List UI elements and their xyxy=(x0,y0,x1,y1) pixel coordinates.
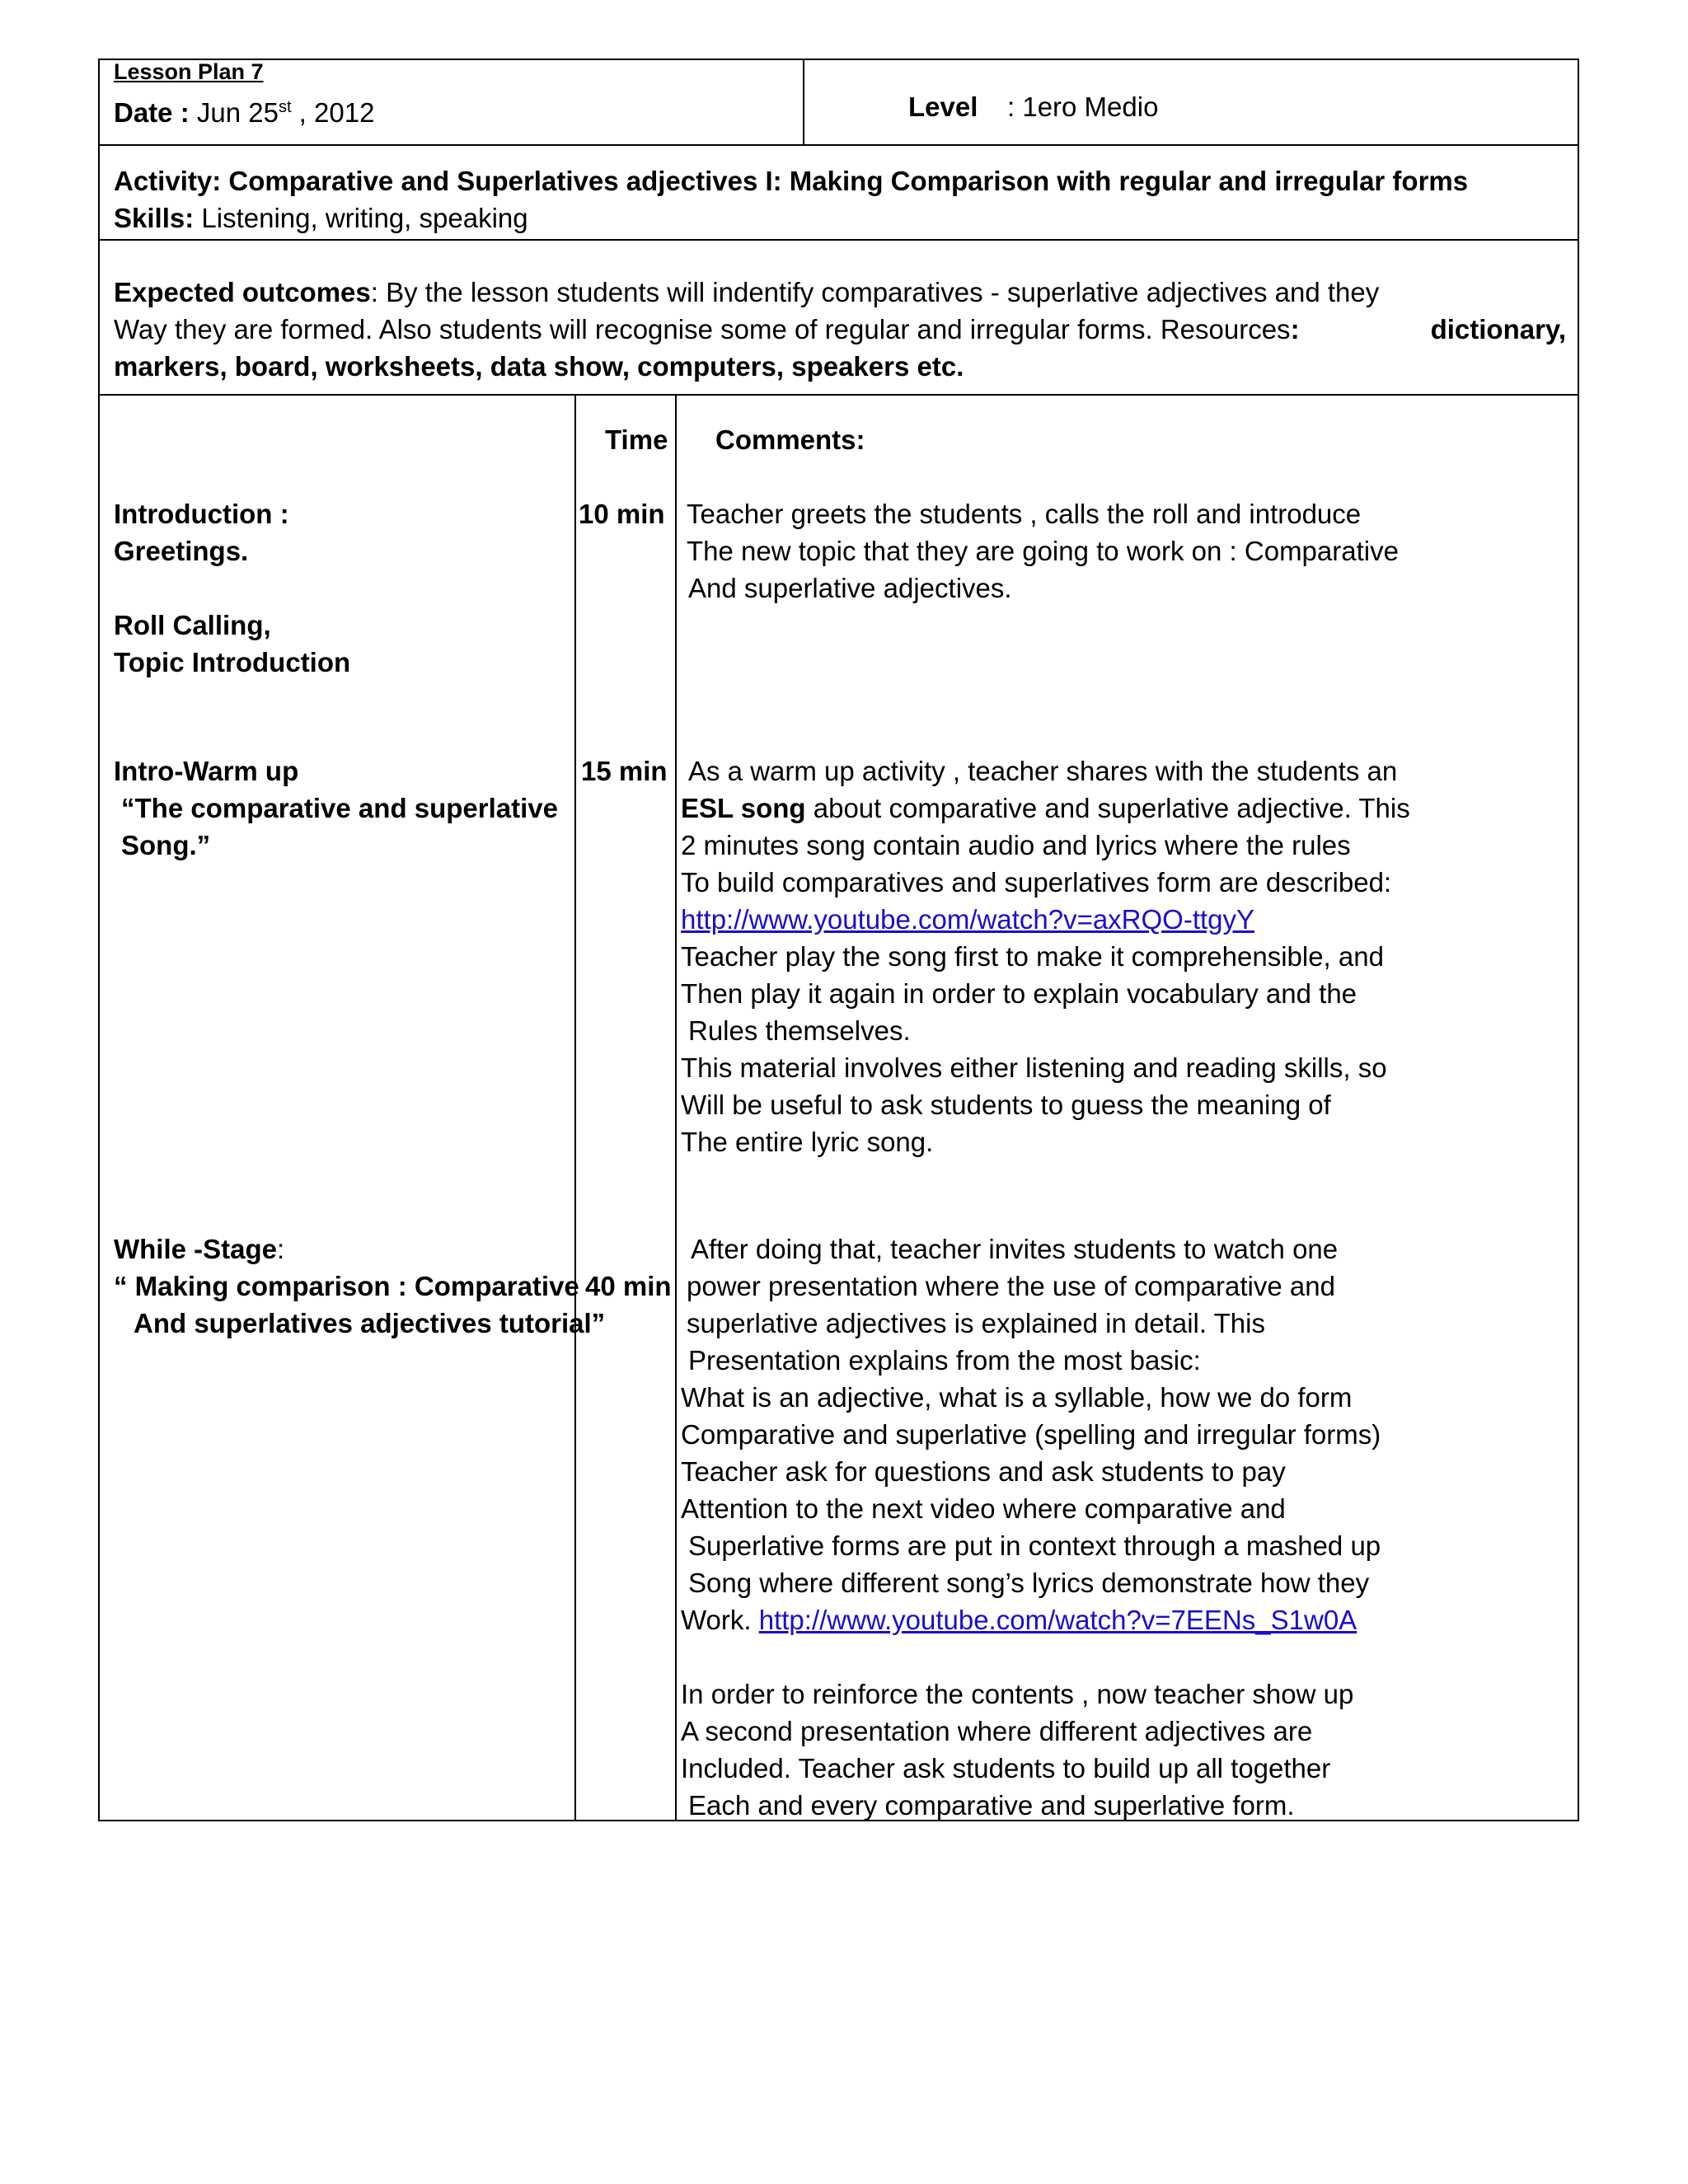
while-title-colon: : xyxy=(277,1234,285,1264)
outcomes-line-1 xyxy=(114,274,1379,311)
while-comment-12: In order to reinforce the contents , now teacher show up xyxy=(681,1679,1354,1709)
skills-value: Listening, writing, speaking xyxy=(201,203,528,233)
while-comment-1: After doing that, teacher invites students to watch one xyxy=(691,1234,1339,1264)
while-comment-3: superlative adjectives is explained in detail. This xyxy=(687,1308,1265,1338)
time-header: Time xyxy=(605,424,668,455)
while-subtitle-1: “ Making comparison : Comparative xyxy=(114,1271,579,1301)
warmup-comment-6: Teacher play the song first to make it comprehensible, and xyxy=(681,941,1384,972)
column-divider-comments xyxy=(675,394,677,1821)
while-comment-15: Each and every comparative and superlative form. xyxy=(688,1790,1295,1821)
intro-comment-1: Teacher greets the students , calls the roll and introduce xyxy=(687,499,1362,529)
warmup-song-1: “The comparative and superlative xyxy=(121,793,559,823)
comments-header: Comments: xyxy=(715,424,865,455)
intro-comment-2: The new topic that they are going to work on : Comparative xyxy=(687,536,1399,566)
while-time: 40 min xyxy=(585,1271,672,1301)
level-label: Level xyxy=(908,91,978,122)
while-work-text: Work. xyxy=(681,1605,759,1635)
while-comment-8: Attention to the next video where comparative and xyxy=(681,1493,1286,1524)
date-field xyxy=(114,89,374,131)
intro-time: 10 min xyxy=(579,499,665,529)
activity-text: Comparative and Superlatives adjectives I: Making Comparison with regular and irregular forms xyxy=(228,166,1469,196)
warmup-link-line xyxy=(681,902,1254,938)
while-title-bold: While -Stage xyxy=(114,1234,278,1264)
while-comment-2: power presentation where the use of comparative and xyxy=(687,1271,1335,1301)
while-comment-5: What is an adjective, what is a syllable, how we do form xyxy=(681,1382,1353,1413)
border-left xyxy=(98,59,100,1821)
warmup-comment-3: 2 minutes song contain audio and lyrics where the rules xyxy=(681,830,1351,860)
skills-line xyxy=(114,200,528,237)
outcomes-line-3: markers, board, worksheets, data show, computers, speakers etc. xyxy=(114,351,964,382)
intro-comment-3: And superlative adjectives. xyxy=(688,573,1012,603)
warmup-comment-4: To build comparatives and superlatives form are described: xyxy=(681,867,1392,898)
warmup-comment-8: Rules themselves. xyxy=(688,1015,911,1046)
lesson-plan-title: Lesson Plan 7 xyxy=(114,59,264,84)
while-comment-13: A second presentation where different adjectives are xyxy=(681,1716,1313,1746)
header-divider xyxy=(803,59,804,144)
while-title xyxy=(114,1231,284,1268)
border-top xyxy=(98,59,1579,60)
row-divider-3 xyxy=(98,394,1579,396)
while-comment-11 xyxy=(681,1602,1357,1638)
outcomes-text-2a: Way they are formed. Also students will recognise some of regular and irregular forms. Resources xyxy=(114,314,1291,344)
warmup-comment-9: This material involves either listening and reading skills, so xyxy=(681,1052,1387,1083)
warmup-comment-7: Then play it again in order to explain vocabulary and the xyxy=(681,978,1357,1009)
outcomes-colon: : xyxy=(1290,314,1300,344)
while-comment-4: Presentation explains from the most basic: xyxy=(688,1345,1201,1376)
outcomes-label: Expected outcomes xyxy=(114,277,371,307)
while-comment-7: Teacher ask for questions and ask students to pay xyxy=(681,1456,1286,1487)
youtube-song-link[interactable]: http://www.youtube.com/watch?v=axRQO-ttgyY xyxy=(681,904,1255,935)
youtube-tutorial-link[interactable]: http://www.youtube.com/watch?v=7EENs_S1w0A xyxy=(758,1605,1357,1635)
intro-title: Introduction : xyxy=(114,499,289,529)
intro-greetings: Greetings. xyxy=(114,536,249,566)
date-year: , 2012 xyxy=(291,97,375,128)
activity-line xyxy=(114,163,1468,199)
while-subtitle-2: And superlatives adjectives tutorial” xyxy=(134,1308,606,1338)
outcomes-text-1: : By the lesson students will indentify comparatives - superlative adjectives and they xyxy=(370,277,1380,307)
warmup-comment-10: Will be useful to ask students to guess the meaning of xyxy=(681,1090,1331,1120)
warmup-comment-2 xyxy=(681,790,1410,827)
date-value: Jun 25 xyxy=(196,97,279,128)
while-comment-6: Comparative and superlative (spelling and irregular forms) xyxy=(681,1419,1381,1450)
activity-label: Activity: xyxy=(114,166,222,196)
date-label: Date : xyxy=(114,97,190,128)
while-comment-14: Included. Teacher ask students to build up all together xyxy=(681,1753,1331,1783)
row-divider-2 xyxy=(98,239,1579,241)
warmup-song-2: Song.” xyxy=(121,830,211,860)
while-comment-10: Song where different song’s lyrics demonstrate how they xyxy=(688,1568,1370,1598)
while-comment-9: Superlative forms are put in context through a mashed up xyxy=(688,1530,1381,1561)
row-divider-1 xyxy=(98,144,1579,146)
warmup-comment-2-rest: about comparative and superlative adjective. This xyxy=(805,793,1410,823)
warmup-title: Intro-Warm up xyxy=(114,756,299,786)
intro-topic: Topic Introduction xyxy=(114,647,351,677)
column-divider-time xyxy=(574,394,576,1821)
skills-label: Skills: xyxy=(114,203,195,233)
resources-dictionary: dictionary, xyxy=(1430,314,1566,344)
esl-song: ESL song xyxy=(681,793,806,823)
level-value: : 1ero Medio xyxy=(1007,91,1159,122)
outcomes-line-2 xyxy=(114,312,1566,348)
warmup-comment-1: As a warm up activity , teacher shares with the students an xyxy=(688,756,1398,786)
warmup-comment-11: The entire lyric song. xyxy=(681,1127,934,1157)
date-suffix: st xyxy=(278,98,292,116)
outcomes-text-2 xyxy=(114,312,1300,348)
warmup-time: 15 min xyxy=(581,756,668,786)
intro-roll-calling: Roll Calling, xyxy=(114,610,271,640)
border-right xyxy=(1578,59,1579,1821)
